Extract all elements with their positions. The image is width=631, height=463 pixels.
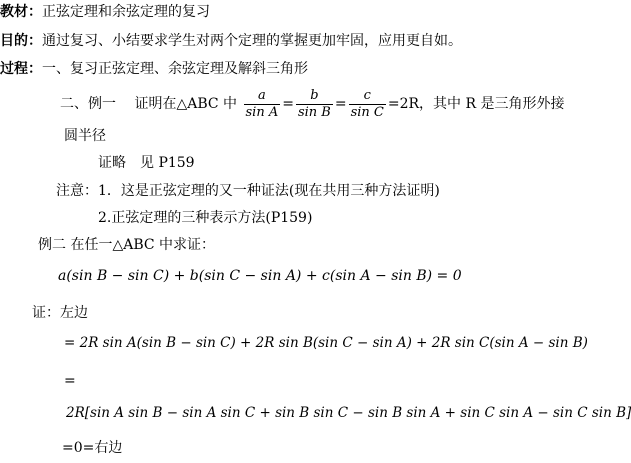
fraction-c-denominator: sin C: [350, 104, 384, 120]
process-label: 过程：: [0, 61, 42, 77]
fraction-b-denominator: sin B: [297, 104, 331, 120]
process-text: 一、复习正弦定理、余弦定理及解斜三角形: [42, 61, 308, 77]
proof-result: =0=右边: [62, 440, 123, 456]
purpose-line: [0, 31, 462, 51]
fraction-b-numerator: b: [296, 88, 333, 105]
note-line-2: 2.正弦定理的三种表示方法(P159): [98, 210, 313, 226]
proof-label: 证：左边: [32, 305, 88, 321]
fraction-a-numerator: a: [244, 88, 281, 105]
example2-formula: a(sin B − sin C) + b(sin C − sin A) + c(sin A − sin B) = 0: [58, 268, 462, 284]
example2-intro: 例二 在任一△ABC 中求证：: [38, 237, 216, 253]
example1-wrap: 圆半径: [64, 128, 106, 144]
proof-step-3: 2R[sin A sin B − sin A sin C + sin B sin C − sin B sin A + sin C sin A − sin C sin B]: [66, 405, 631, 421]
note-line-1: 注意：1．这是正弦定理的又一种证法(现在共用三种方法证明): [56, 183, 440, 199]
material-line: [0, 2, 210, 22]
equals-sign: =: [282, 96, 294, 112]
purpose-label: 目的：: [0, 33, 42, 49]
fraction-c: [349, 88, 386, 121]
example1-tail: =2R，其中 R 是三角形外接: [387, 96, 565, 112]
fraction-c-numerator: c: [349, 88, 386, 105]
fraction-a-denominator: sin A: [245, 104, 279, 120]
material-text: 正弦定理和余弦定理的复习: [42, 4, 210, 20]
proof-step-2: =: [64, 373, 76, 389]
example1-intro: 二、例一 证明在△ABC 中: [60, 96, 238, 112]
equals-sign: =: [334, 96, 347, 112]
process-line: [0, 59, 308, 79]
purpose-text: 通过复习、小结要求学生对两个定理的掌握更加牢固，应用更自如。: [42, 33, 462, 49]
example1-line: [60, 86, 565, 122]
proof-step-1: = 2R sin A(sin B − sin C) + 2R sin B(sin C − sin A) + 2R sin C(sin A − sin B): [64, 335, 588, 351]
example1-proof: 证略 见 P159: [98, 155, 195, 171]
fraction-a: [244, 88, 281, 121]
fraction-b: [296, 88, 333, 121]
material-label: 教材：: [0, 4, 42, 20]
